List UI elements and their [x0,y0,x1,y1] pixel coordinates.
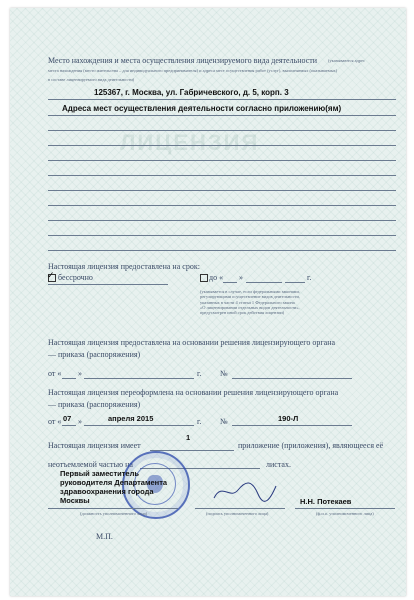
signatory-name: Н.Н. Потекаев [300,497,352,506]
term-until-close: » [239,273,243,282]
basis-year: г. [197,369,202,378]
caption-signature: (подпись уполномоченного лица) [206,511,269,516]
blank-line [48,160,396,161]
reissue-number-label: № [220,417,228,426]
term-indefinite: бессрочно [58,273,93,282]
license-page [10,8,406,596]
appendix-text-end: приложение (приложения), являющееся её [238,441,384,450]
appendix-text-start: Настоящая лицензия имеет [48,441,141,450]
addresses-reference: Адреса мест осуществления деятельности согласно приложению(ям) [62,104,342,113]
basis-number-label: № [220,369,228,378]
blank-line [48,235,396,236]
signature-line [195,508,285,509]
basis-line2: — приказа (распоряжения) [48,350,141,359]
location-heading: Место нахождения и места осуществления лицензируемого вида деятельности [48,56,318,65]
basis-day-line [62,378,76,379]
reissue-from: от « [48,417,62,426]
appendix-count: 1 [186,433,191,442]
appendix-line2-start: неотъемлемой частью на [48,460,133,469]
reissue-day: 07 [63,414,72,423]
until-day-line [223,282,237,283]
reissue-number: 190-Л [278,414,299,423]
name-line [295,508,395,509]
address: 125367, г. Москва, ул. Габричевского, д. 5, корп. 3 [94,88,289,97]
basis-quote-close: » [78,369,82,378]
reissue-year: г. [197,417,202,426]
blank-line [48,130,396,131]
reissue-date-line [84,425,194,426]
address-line-2 [48,115,396,116]
until-checkbox [200,274,208,282]
signature [210,478,280,504]
blank-line [48,175,396,176]
appendix-line2-end: листах. [266,460,291,469]
address-line [48,99,396,100]
reissue-month-year: апреля 2015 [108,414,154,423]
blank-line [48,220,396,221]
signatory-position: Первый заместитель руководителя Департамента здравоохранения города Москвы [60,469,168,505]
location-note-line2: места нахождения (место жительства – для индивидуального предпринимателя) и адреса мест осуществления работ (услуг), выполняемых (оказываемых) [48,68,338,73]
term-note: (указывается в случае, если федеральными законами, регулирующими осуществление видов деятельности, указанных в части 4 статьи 1 Федерального закона «О лицензировании отдельных видов деятельности», предусмотрен иной срок действия лицензии) [200,289,300,316]
term-label: Настоящая лицензия предоставлена на срок: [48,262,200,271]
reissue-day-line [62,425,76,426]
term-until-year: г. [307,273,312,282]
basis-from: от « [48,369,62,378]
blank-line [48,145,396,146]
reissue-number-line [232,425,352,426]
watermark: ЛИЦЕНЗИЯ [120,130,260,155]
basis-date-line [84,378,194,379]
basis-line1: Настоящая лицензия предоставлена на основании решения лицензирующего органа [48,338,336,347]
caption-name: (ф.и.о. уполномоченного лица) [316,511,374,516]
until-year-line [285,282,305,283]
reissue-quote-close: » [78,417,82,426]
blank-line [48,250,396,251]
reissue-line1: Настоящая лицензия переоформлена на основании решения лицензирующего органа [48,388,339,397]
seal-place: М.П. [96,532,113,541]
checkmark-icon: ✓ [47,270,55,280]
caption-position: (должность уполномоченного лица) [80,511,148,516]
location-heading-note: (указываются адрес [328,58,365,63]
location-note-line3: в составе лицензируемого вида деятельности) [48,77,135,82]
reissue-line2: — приказа (распоряжения) [48,400,141,409]
until-month-line [246,282,282,283]
blank-line [48,190,396,191]
term-until: до « [209,273,224,282]
basis-number-line [232,378,352,379]
position-line [48,508,178,509]
term-line [48,284,168,285]
blank-line [48,205,396,206]
